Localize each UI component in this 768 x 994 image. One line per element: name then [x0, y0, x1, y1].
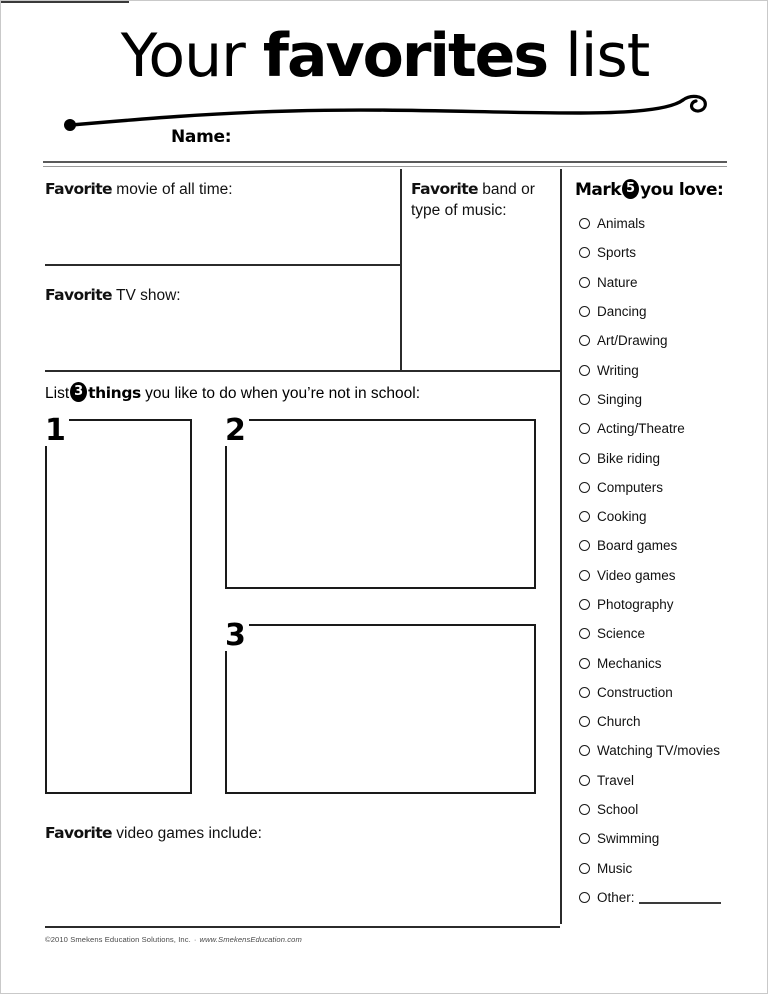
checkbox-circle-icon[interactable]	[579, 892, 590, 903]
count-badge-three-number: 3	[74, 384, 84, 399]
checkbox-circle-icon[interactable]	[579, 540, 590, 551]
checklist-item-label: Travel	[597, 772, 635, 788]
title-word-list: list	[565, 21, 650, 91]
title-area	[1, 19, 768, 131]
footer-separator: ·	[193, 935, 197, 944]
checklist	[579, 209, 759, 912]
answer-box-2[interactable]	[225, 419, 536, 589]
checklist-item-label: Dancing	[597, 304, 647, 320]
divider-tvshow-bottom	[45, 370, 400, 372]
prompt-games-bold: Favorite	[45, 824, 112, 842]
checklist-item[interactable]	[579, 297, 759, 326]
checklist-item-label: Acting/Theatre	[597, 421, 685, 437]
checkbox-circle-icon[interactable]	[579, 394, 590, 405]
checklist-item[interactable]	[579, 355, 759, 384]
divider-vertical-music	[400, 169, 402, 372]
checklist-item-label: Science	[597, 626, 646, 642]
checklist-item-label: Writing	[597, 362, 639, 378]
checklist-item-label: Music	[597, 860, 633, 876]
checklist-other-label: Other:	[597, 889, 635, 905]
footer-copyright: ©2010 Smekens Education Solutions, Inc.	[45, 935, 191, 944]
prompt-favorite-movie	[45, 179, 233, 200]
prompt-movie-rest: movie of all time:	[111, 181, 233, 198]
prompt-movie-bold: Favorite	[45, 180, 112, 198]
checkbox-circle-icon[interactable]	[579, 716, 590, 727]
answer-box-2-number: 2	[225, 416, 249, 446]
checklist-item[interactable]	[579, 209, 759, 238]
checklist-item[interactable]	[579, 648, 759, 677]
answer-box-1-number: 1	[45, 416, 69, 446]
list-heading-tail: you like to do when you’re not in school:	[140, 385, 421, 402]
swash-flourish-icon	[61, 91, 721, 141]
checklist-item[interactable]	[579, 678, 759, 707]
checklist-item[interactable]	[579, 502, 759, 531]
checklist-item[interactable]	[579, 707, 759, 736]
divider-movie-bottom	[45, 264, 400, 266]
checkbox-circle-icon[interactable]	[579, 511, 590, 522]
checklist-heading-lead: Mark	[575, 180, 622, 200]
prompt-music-bold: Favorite	[411, 180, 478, 198]
checklist-item[interactable]	[579, 414, 759, 443]
checklist-item[interactable]	[579, 854, 759, 883]
checklist-item-label: Nature	[597, 274, 638, 290]
checklist-item[interactable]	[579, 619, 759, 648]
checklist-item[interactable]	[579, 590, 759, 619]
checkbox-circle-icon[interactable]	[579, 687, 590, 698]
checklist-item[interactable]	[579, 795, 759, 824]
checklist-heading-tail: you love:	[640, 180, 724, 200]
checklist-item-label: School	[597, 802, 639, 818]
checkbox-circle-icon[interactable]	[579, 804, 590, 815]
checklist-item-label: Video games	[597, 567, 676, 583]
divider-footer	[45, 926, 560, 928]
answer-box-3[interactable]	[225, 624, 536, 794]
checklist-item-label: Cooking	[597, 509, 647, 525]
list-heading-lead: List	[45, 385, 70, 402]
checklist-item[interactable]	[579, 238, 759, 267]
checklist-item-label: Art/Drawing	[597, 333, 668, 349]
checkbox-circle-icon[interactable]	[579, 482, 590, 493]
prompt-favorite-videogames	[45, 823, 262, 844]
checkbox-circle-icon[interactable]	[579, 453, 590, 464]
divider-music-bottom	[400, 370, 560, 372]
checklist-heading	[575, 179, 723, 201]
prompt-favorite-music	[411, 179, 551, 221]
answer-box-1[interactable]	[45, 419, 192, 794]
other-extra-writein-line[interactable]	[1, 1, 129, 3]
checkbox-circle-icon[interactable]	[579, 658, 590, 669]
page-title	[1, 19, 768, 93]
checklist-item[interactable]	[579, 824, 759, 853]
checkbox-circle-icon[interactable]	[579, 423, 590, 434]
checkbox-circle-icon[interactable]	[579, 365, 590, 376]
checklist-item-label: Watching TV/movies	[597, 743, 721, 759]
checklist-item-label: Construction	[597, 684, 673, 700]
checkbox-circle-icon[interactable]	[579, 863, 590, 874]
count-badge-five-number: 5	[626, 181, 636, 196]
prompt-games-rest: video games include:	[111, 825, 262, 842]
checkbox-circle-icon[interactable]	[579, 570, 590, 581]
checklist-item[interactable]	[579, 736, 759, 765]
name-label: Name:	[171, 127, 232, 147]
prompt-favorite-tvshow	[45, 285, 181, 306]
checkbox-circle-icon[interactable]	[579, 599, 590, 610]
title-word-favorites: favorites	[262, 21, 548, 91]
count-badge-five	[622, 179, 639, 199]
other-writein-line[interactable]	[639, 891, 721, 904]
checklist-item[interactable]	[579, 531, 759, 560]
checklist-item-label: Bike riding	[597, 450, 661, 466]
list-heading-bold-word: things	[88, 384, 141, 402]
checkbox-circle-icon[interactable]	[579, 833, 590, 844]
checklist-item-label: Board games	[597, 538, 678, 554]
header-rule-lower	[43, 166, 727, 167]
checklist-item[interactable]	[579, 473, 759, 502]
answer-box-3-number: 3	[225, 621, 249, 651]
checklist-item-label: Computers	[597, 479, 664, 495]
checkbox-circle-icon[interactable]	[579, 306, 590, 317]
checklist-item[interactable]	[579, 443, 759, 472]
prompt-music-rest: band or type of music:	[411, 181, 535, 219]
divider-vertical-checklist	[560, 169, 562, 924]
checklist-item-label: Singing	[597, 391, 643, 407]
header-rule-upper	[43, 161, 727, 163]
footer-credit	[45, 935, 302, 944]
checklist-item[interactable]	[579, 766, 759, 795]
checkbox-circle-icon[interactable]	[579, 277, 590, 288]
prompt-tv-bold: Favorite	[45, 286, 112, 304]
checkbox-circle-icon[interactable]	[579, 628, 590, 639]
list-three-things-heading	[45, 382, 420, 404]
prompt-tv-rest: TV show:	[111, 287, 181, 304]
checklist-item-label: Mechanics	[597, 655, 662, 671]
checkbox-circle-icon[interactable]	[579, 218, 590, 229]
checkbox-circle-icon[interactable]	[579, 335, 590, 346]
checklist-item-label: Church	[597, 714, 641, 730]
count-badge-three	[70, 382, 87, 402]
checklist-item-label: Animals	[597, 216, 646, 232]
checklist-item[interactable]	[579, 326, 759, 355]
checklist-item[interactable]	[579, 268, 759, 297]
checkbox-circle-icon[interactable]	[579, 247, 590, 258]
title-word-your: Your	[120, 21, 245, 91]
checklist-item-label: Photography	[597, 597, 674, 612]
checklist-item-label: Swimming	[597, 831, 660, 847]
checklist-item-label: Sports	[597, 245, 637, 261]
checklist-item[interactable]	[579, 561, 759, 590]
footer-url: www.SmekensEducation.com	[199, 935, 302, 944]
checklist-item[interactable]	[579, 385, 759, 414]
checkbox-circle-icon[interactable]	[579, 775, 590, 786]
checkbox-circle-icon[interactable]	[579, 745, 590, 756]
checklist-item-other[interactable]	[579, 883, 759, 912]
